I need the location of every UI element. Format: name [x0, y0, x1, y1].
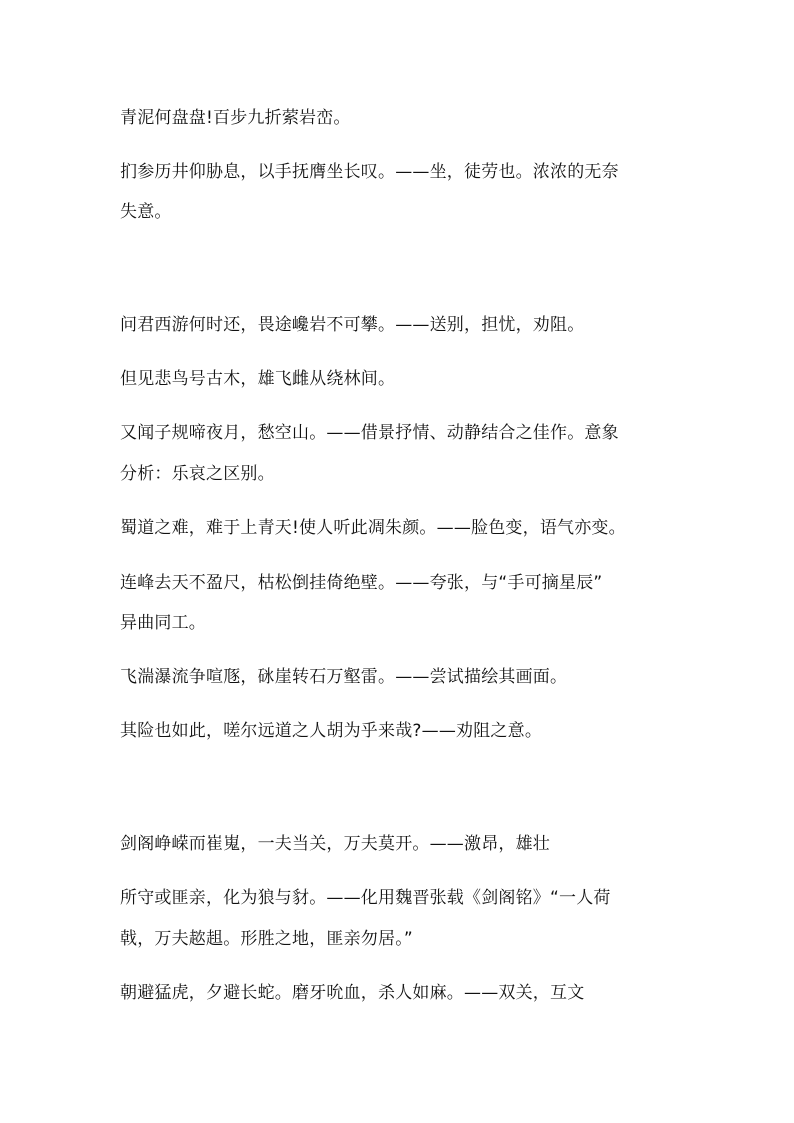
- text-line-16: 朝避猛虎，夕避长蛇。磨牙吮血，杀人如麻。——双关，互文: [120, 983, 585, 1003]
- text-line-9: 连峰去天不盈尺，枯松倒挂倚绝壁。——夸张，与“手可摘星辰”: [120, 573, 603, 593]
- text-line-2: 扪参历井仰胁息，以手抚膺坐长叹。——坐，徒劳也。浓浓的无奈: [120, 162, 619, 182]
- text-line-6: 又闻子规啼夜月，愁空山。——借景抒情、动静结合之佳作。意象: [120, 423, 619, 443]
- text-line-3: 失意。: [120, 202, 172, 222]
- text-line-7: 分析：乐哀之区别。: [120, 464, 275, 484]
- text-line-4: 问君西游何时还，畏途巉岩不可攀。——送别，担忧，劝阻。: [120, 315, 585, 335]
- text-line-12: 其险也如此，嗟尔远道之人胡为乎来哉?——劝阻之意。: [120, 721, 543, 741]
- text-line-13: 剑阁峥嵘而崔嵬，一夫当关，万夫莫开。——激昂，雄壮: [120, 834, 550, 854]
- text-line-10: 异曲同工。: [120, 613, 206, 633]
- text-line-15: 戟，万夫趑趄。形胜之地，匪亲勿居。”: [120, 929, 413, 949]
- text-line-8: 蜀道之难，难于上青天!使人听此凋朱颜。——脸色变，语气亦变。: [120, 518, 626, 538]
- text-line-11: 飞湍瀑流争喧豗，砯崖转石万壑雷。——尝试描绘其画面。: [120, 667, 568, 687]
- text-line-1: 青泥何盘盘!百步九折萦岩峦。: [120, 108, 351, 128]
- text-line-5: 但见悲鸟号古木，雄飞雌从绕林间。: [120, 369, 396, 389]
- text-line-14: 所守或匪亲，化为狼与豺。——化用魏晋张载《剑阁铭》“一人荷: [120, 888, 611, 908]
